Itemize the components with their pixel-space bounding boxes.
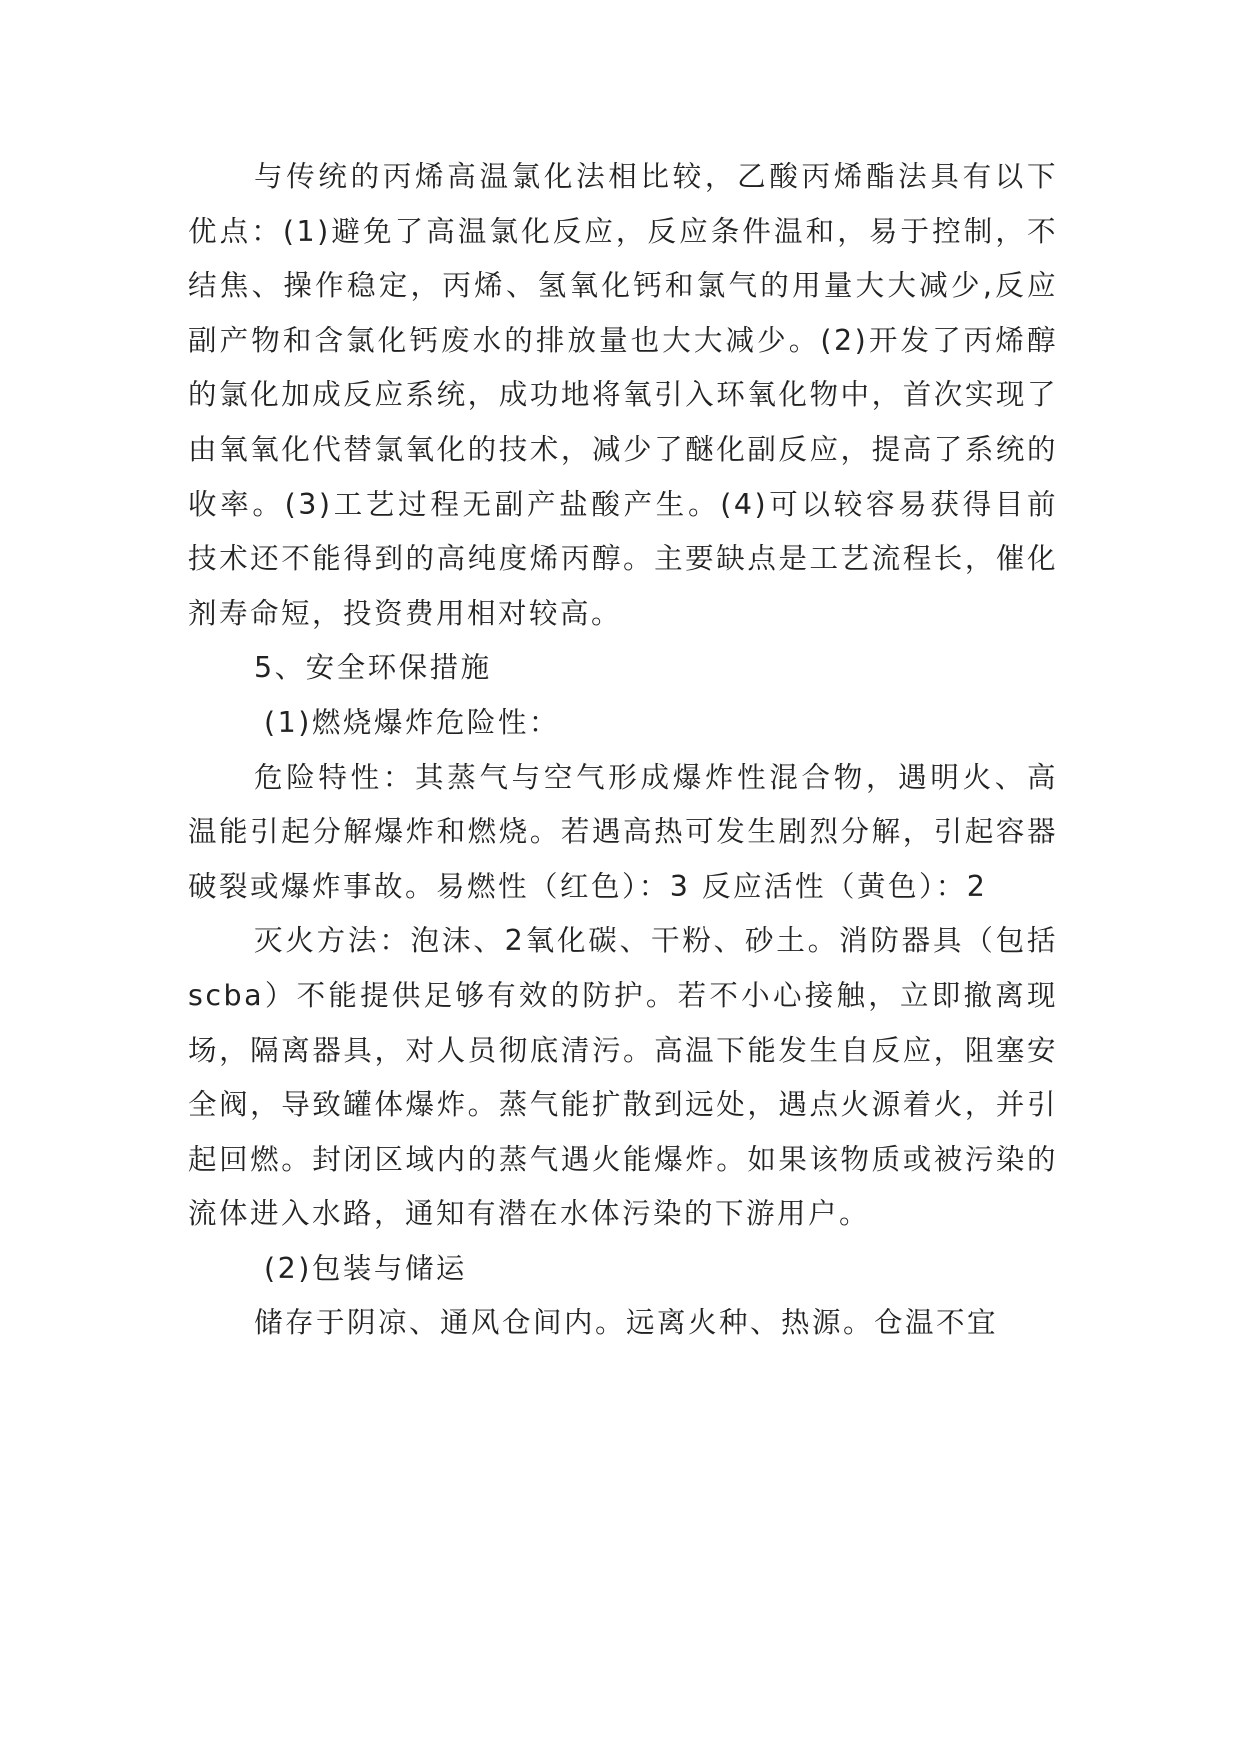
paragraph-process-advantages: 与传统的丙烯高温氯化法相比较，乙酸丙烯酯法具有以下优点：(1)避免了高温氯化反应，反应条件温和，易于控制，不结焦、操作稳定，丙烯、氢氧化钙和氯气的用量大大减少,反应副产物和含氯化钙废水的排放量也大大减少。(2)开发了丙烯醇的氯化加成反应系统，成功地将氧引入环氧化物中，首次实现了由氧氧化代替氯氧化的技术，减少了醚化副反应，提高了系统的收率。(3)工艺过程无副产盐酸产生。(4)可以较容易获得目前技术还不能得到的高纯度烯丙醇。主要缺点是工艺流程长，催化剂寿命短，投资费用相对较高。 bbox=[188, 160, 1058, 630]
subheading-packaging-storage: (2)包装与储运 bbox=[264, 1251, 467, 1285]
paragraph-hazard-characteristics: 危险特性：其蒸气与空气形成爆炸性混合物，遇明火、高温能引起分解爆炸和燃烧。若遇高热可发生剧烈分解，引起容器破裂或爆炸事故。易燃性（红色）：3 反应活性（黄色）：2 bbox=[188, 760, 1058, 903]
document-body bbox=[188, 150, 1058, 1351]
subheading-fire-explosion-hazard: (1)燃烧爆炸危险性： bbox=[264, 705, 560, 739]
paragraph-fire-extinguishing: 灭火方法：泡沫、2氧化碳、干粉、砂土。消防器具（包括scba）不能提供足够有效的防护。若不小心接触，立即撤离现场，隔离器具，对人员彻底清污。高温下能发生自反应，阻塞安全阀，导致罐体爆炸。蒸气能扩散到远处，遇点火源着火，并引起回燃。封闭区域内的蒸气遇火能爆炸。如果该物质或被污染的流体进入水路，通知有潜在水体污染的下游用户。 bbox=[188, 924, 1058, 1231]
section-heading-safety-environment: 5、安全环保措施 bbox=[254, 651, 492, 685]
paragraph-storage-conditions: 储存于阴凉、通风仓间内。远离火种、热源。仓温不宜 bbox=[254, 1306, 999, 1340]
